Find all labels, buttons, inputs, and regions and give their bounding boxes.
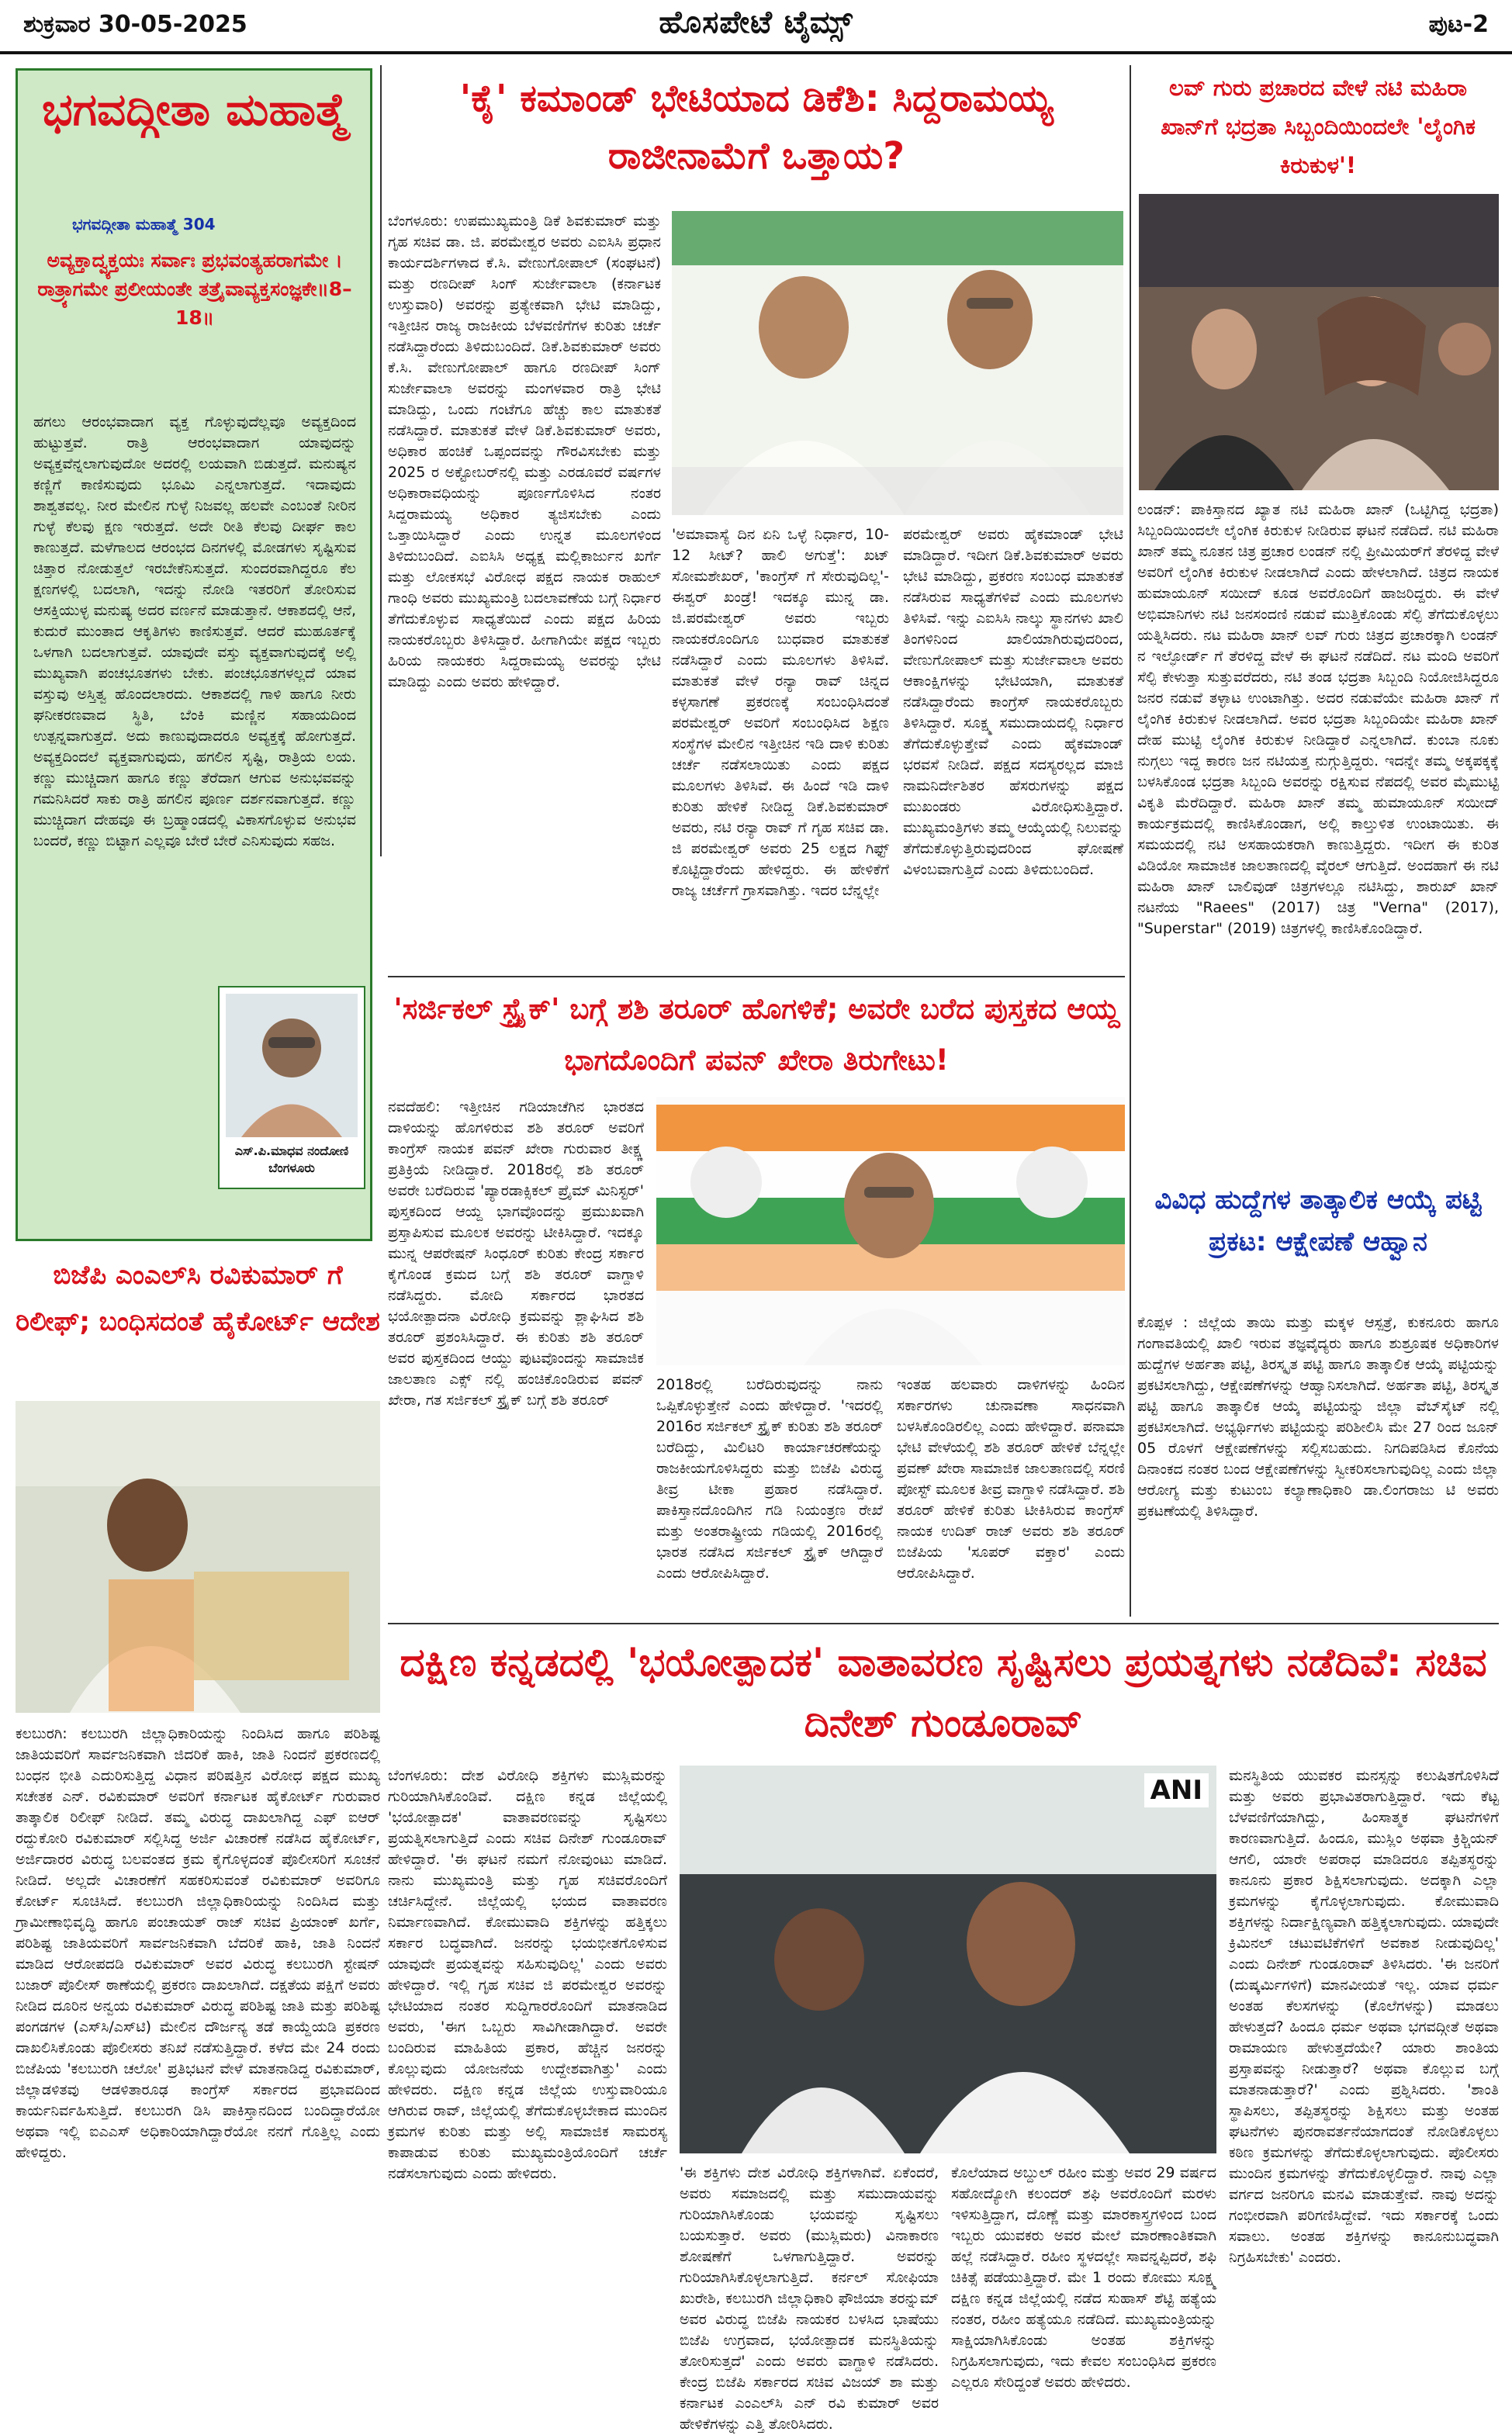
person-portrait-icon [226, 994, 358, 1137]
mahira-body: ಲಂಡನ್: ಪಾಕಿಸ್ತಾನದ ಖ್ಯಾತ ನಟಿ ಮಹಿರಾ ಖಾನ್ (ಒಟ್ಟಿಗಿದ್ದ ಭದ್ರತಾ) ಸಿಬ್ಬಂದಿಯಿಂದಲೇ ಲೈಂಗಿಕ ಕಿರುಕುಳ ನೀಡಿರುವ ಘಟನೆ ನಡೆದಿದೆ. ನಟಿ ಮಹಿರಾ ಖಾನ್ ತಮ್ಮ ನೂತನ ಚಿತ್ರ ಪ್ರಚಾರ ಲಂಡನ್ ನಲ್ಲಿ ಪ್ರೀಮಿಯರ್‌ಗೆ ತೆರಳಿದ್ದ ವೇಳೆ ಅವರಿಗೆ ಲೈಂಗಿಕ ಕಿರುಕುಳ ನೀಡಲಾಗಿದೆ ಎಂದು ಹೇಳಲಾಗಿದೆ. ಚಿತ್ರದ ನಾಯಕ ಹುಮಾಯೂನ್ ಸಯೀದ್ ಕೂಡ ಅವರೊಂದಿಗೆ ಹಾಜರಿದ್ದರು. ಈ ವೇಳೆ ಅಭಿಮಾನಿಗಳು ನಟಿ ಜನಸಂದಣಿ ನಡುವೆ ಮುತ್ತಿಕೊಂಡು ಸೆಲ್ಫಿ ತೆಗೆದುಕೊಳ್ಳಲು ಯತ್ನಿಸಿದರು. ನಟ ಮಹಿರಾ ಖಾನ್ ಲವ್ ಗುರು ಚಿತ್ರದ ಪ್ರಚಾರಕ್ಕಾಗಿ ಲಂಡನ್ ನ ಇಲ್ಫೋರ್ಡ್ ಗೆ ತೆರಳಿದ್ದ ವೇಳೆ ಈ ಘಟನೆ ನಡೆದಿದೆ. ನಟ ಮಂದಿ ಅವರಿಗೆ ಸೆಲ್ಫಿ ಕೇಳುತ್ತಾ ಸುತ್ತುವರೆದರು, ನಟಿ ತಂಡ ಭದ್ರತಾ ಸಿಬ್ಬಂದಿ ನಿಯೋಜಿಸಿದ್ದರೂ ಜನರ ನಡುವೆ ತಳ್ಳಾಟ ಉಂಟಾಗಿತ್ತು. ಅದರ ನಡುವೆಯೇ ಮಹಿರಾ ಖಾನ್ ಗೆ ಲೈಂಗಿಕ ಕಿರುಕುಳ ನೀಡಲಾಗಿದೆ. ಅವರ ಭದ್ರತಾ ಸಿಬ್ಬಂದಿಯೇ ಮಹಿರಾ ಖಾನ್ ದೇಹ ಮುಟ್ಟಿ ಲೈಂಗಿಕ ಕಿರುಕುಳ ನೀಡಿದ್ದಾರೆ ಎನ್ನಲಾಗಿದೆ. ಕುಂಬಾ ನೂಕು ನುಗ್ಗಲು ಇದ್ದ ಕಾರಣ ಜನ ನಟಿಯತ್ತ ನುಗ್ಗುತ್ತಿದ್ದರು. ಇದನ್ನೇ ತಮ್ಮ ಅಕ್ಕಪಕ್ಕಕ್ಕೆ ಬಳಸಿಕೊಂಡ ಭದ್ರತಾ ಸಿಬ್ಬಂದಿ ಅವರನ್ನು ರಕ್ಷಿಸುವ ನೆಪದಲ್ಲಿ ಅವರ ಮೈಮುಟ್ಟಿ ವಿಕೃತಿ ಮೆರೆದಿದ್ದಾರೆ. ಮಹಿರಾ ಖಾನ್ ತಮ್ಮ ಹುಮಾಯೂನ್ ಸಯೀದ್ ಕಾರ್ಯಕ್ರಮದಲ್ಲಿ ಕಾಣಿಸಿಕೊಂಡಾಗ, ಅಲ್ಲಿ ಕಾಲ್ತುಳಿತ ಉಂಟಾಯಿತು. ಈ ಸಮಯದಲ್ಲಿ ನಟಿ ಅಸಹಾಯಕರಾಗಿ ಕಾಣುತ್ತಿದ್ದರು. ಇದೀಗ ಈ ಕುರಿತ ವಿಡಿಯೋ ಸಾಮಾಜಿಕ ಜಾಲತಾಣದಲ್ಲಿ ವೈರಲ್ ಆಗುತ್ತಿದೆ. ಅಂದಹಾಗೆ ಈ ನಟಿ ಮಹಿರಾ ಖಾನ್ ಬಾಲಿವುಡ್ ಚಿತ್ರಗಳಲ್ಲೂ ನಟಿಸಿದ್ದು, ಶಾರುಖ್ ಖಾನ್ ನಟನೆಯ "Raees" (2017) ಚಿತ್ರ "Verna" (2017), "Superstar" (2019) ಚಿತ್ರಗಳಲ್ಲಿ ಕಾಣಿಸಿಕೊಂಡಿದ್ದಾರೆ. [1137, 501, 1499, 937]
pawan-khera-congress-backdrop-photo-icon [656, 1097, 1125, 1365]
dinesh-col1: ಬೆಂಗಳೂರು: ದೇಶ ವಿರೋಧಿ ಶಕ್ತಿಗಳು ಮುಸ್ಲಿಮರನ್ನು ಗುರಿಯಾಗಿಸಿಕೊಂಡಿವೆ. ದಕ್ಷಿಣ ಕನ್ನಡ ಜಿಲ್ಲೆಯಲ್ಲಿ 'ಭಯೋತ್ಪಾದಕ' ವಾತಾವರಣವನ್ನು ಸೃಷ್ಟಿಸಲು ಪ್ರಯತ್ನಿಸಲಾಗುತ್ತಿದೆ ಎಂದು ಸಚಿವ ದಿನೇಶ್ ಗುಂಡೂರಾವ್ ಹೇಳಿದ್ದಾರೆ. 'ಈ ಘಟನೆ ನಮಗೆ ನೋವುಂಟು ಮಾಡಿದೆ. ನಾನು ಮುಖ್ಯಮಂತ್ರಿ ಮತ್ತು ಗೃಹ ಸಚಿವರೊಂದಿಗೆ ಚರ್ಚಿಸಿದ್ದೇನೆ. ಜಿಲ್ಲೆಯಲ್ಲಿ ಭಯದ ವಾತಾವರಣ ನಿರ್ಮಾಣವಾಗಿದೆ. ಕೋಮುವಾದಿ ಶಕ್ತಿಗಳನ್ನು ಹತ್ತಿಕ್ಕಲು ಸರ್ಕಾರ ಬದ್ಧವಾಗಿದೆ. ಜನರನ್ನು ಭಯಭೀತಗೊಳಿಸುವ ಯಾವುದೇ ಪ್ರಯತ್ನವನ್ನು ಸಹಿಸುವುದಿಲ್ಲ' ಎಂದು ಅವರು ಹೇಳಿದ್ದಾರೆ. ಇಲ್ಲಿ ಗೃಹ ಸಚಿವ ಜಿ ಪರಮೇಶ್ವರ ಅವರನ್ನು ಭೇಟಿಯಾದ ನಂತರ ಸುದ್ದಿಗಾರರೊಂದಿಗೆ ಮಾತನಾಡಿದ ಅವರು, 'ಈಗ ಒಬ್ಬರು ಸಾವಿಗೀಡಾಗಿದ್ದಾರೆ. ಅವರೇ ಬಂದಿರುವ ಮಾಹಿತಿಯ ಪ್ರಕಾರ, ಹೆಚ್ಚಿನ ಜನರನ್ನು ಕೊಲ್ಲುವುದು ಯೋಜನೆಯ ಉದ್ದೇಶವಾಗಿತ್ತು' ಎಂದು ಹೇಳಿದರು. ದಕ್ಷಿಣ ಕನ್ನಡ ಜಿಲ್ಲೆಯ ಉಸ್ತುವಾರಿಯೂ ಆಗಿರುವ ರಾವ್, ಜಿಲ್ಲೆಯಲ್ಲಿ ತೆಗೆದುಕೊಳ್ಳಬೇಕಾದ ಮುಂದಿನ ಕ್ರಮಗಳ ಕುರಿತು ಮತ್ತು ಅಲ್ಲಿ ಸಾಮಾಜಿಕ ಸಾಮರಸ್ಯ ಕಾಪಾಡುವ ಕುರಿತು ಮುಖ್ಯಮಂತ್ರಿಯೊಂದಿಗೆ ಚರ್ಚೆ ನಡೆಸಲಾಗುವುದು ಎಂದು ಹೇಳಿದರು. [388, 1767, 667, 2182]
dks-story [388, 65, 1125, 973]
dks-col2: 'ಅಮಾವಾಸ್ಯೆ ದಿನ ಏನಿ ಒಳ್ಳೆ ನಿರ್ಧಾರ, 10-12 ಸೀಟ್? ಹಾಲಿ ಅಗುತ್ತೆ': ಖಟ್ ಸೋಮಶೇಖರ್, 'ಕಾಂಗ್ರೆಸ್ ಗೆ ಸೇರುವುದಿಲ್ಲ'- ಈಶ್ವರ್ ಖಂಡ್ರೆ! ಇದಕ್ಕೂ ಮುನ್ನ ಡಾ. ಜಿ.ಪರಮೇಶ್ವರ್ ಅವರು ಇಬ್ಬರು ನಾಯಕರೊಂದಿಗೂ ಬುಧವಾರ ಮಾತುಕತೆ ನಡೆಸಿದ್ದಾರೆ ಎಂದು ಮೂಲಗಳು ತಿಳಿಸಿವೆ. ಮಾತುಕತೆ ವೇಳೆ ರನ್ಯಾ ರಾವ್ ಚಿನ್ನದ ಕಳ್ಳಸಾಗಣೆ ಪ್ರಕರಣಕ್ಕೆ ಸಂಬಂಧಿಸಿದಂತೆ ಪರಮೇಶ್ವರ್ ಅವರಿಗೆ ಸಂಬಂಧಿಸಿದ ಶಿಕ್ಷಣ ಸಂಸ್ಥೆಗಳ ಮೇಲಿನ ಇತ್ತೀಚಿನ ಇಡಿ ದಾಳಿ ಕುರಿತು ಚರ್ಚೆ ನಡೆಸಲಾಯಿತು ಎಂದು ಪಕ್ಷದ ಮೂಲಗಳು ತಿಳಿಸಿವೆ. ಈ ಹಿಂದೆ ಇಡಿ ದಾಳಿ ಕುರಿತು ಹೇಳಿಕೆ ನೀಡಿದ್ದ ಡಿಕೆ.ಶಿವಕುಮಾರ್ ಅವರು, ನಟಿ ರನ್ಯಾ ರಾವ್ ಗೆ ಗೃಹ ಸಚಿವ ಡಾ. ಜಿ ಪರಮೇಶ್ವರ್ ಅವರು 25 ಲಕ್ಷದ ಗಿಫ್ಟ್ ಕೊಟ್ಟಿದ್ದಾರೆಂದು ಹೇಳಿದ್ದರು. ಈ ಹೇಳಿಕೆಗೆ ರಾಜ್ಯ ಚರ್ಚೆಗೆ ಗ್ರಾಸವಾಗಿತ್ತು. ಇದರ ಬೆನ್ನಲ್ಲೇ [672, 526, 889, 899]
dinesh-story [388, 1629, 1499, 2433]
gita-shloka: ಅವ್ಯಕ್ತಾದ್ವ್ಯಕ್ತಯಃ ಸರ್ವಾಃ ಪ್ರಭವಂತ್ಯಹರಾಗಮೇ । ರಾತ್ರ್ಯಾಗಮೇ ಪ್ರಲೀಯಂತೇ ತತ್ರೈವಾವ್ಯಕ್ತಸಂಜ್ಞಕೇ॥8–18॥ [37, 249, 352, 329]
dks-col1: ಬೆಂಗಳೂರು: ಉಪಮುಖ್ಯಮಂತ್ರಿ ಡಿಕೆ ಶಿವಕುಮಾರ್ ಮತ್ತು ಗೃಹ ಸಚಿವ ಡಾ. ಜಿ. ಪರಮೇಶ್ವರ ಅವರು ಎಐಸಿಸಿ ಪ್ರಧಾನ ಕಾರ್ಯದರ್ಶಿಗಳಾದ ಕೆ.ಸಿ. ವೇಣುಗೋಪಾಲ್ (ಸಂಘಟನೆ) ಮತ್ತು ರಣದೀಪ್ ಸಿಂಗ್ ಸುರ್ಜೇವಾಲಾ (ಕರ್ನಾಟಕ ಉಸ್ತುವಾರಿ) ಅವರನ್ನು ಪ್ರತ್ಯೇಕವಾಗಿ ಭೇಟಿ ಮಾಡಿದ್ದು, ಇತ್ತೀಚಿನ ರಾಜ್ಯ ರಾಜಕೀಯ ಬೆಳವಣಿಗೆಗಳ ಕುರಿತು ಚರ್ಚೆ ನಡೆಸಿದ್ದಾರೆಂದು ತಿಳಿದುಬಂದಿದೆ. ಡಿಕೆ.ಶಿವಕುಮಾರ್ ಅವರು ಕೆ.ಸಿ. ವೇಣುಗೋಪಾಲ್ ಹಾಗೂ ರಣದೀಪ್ ಸಿಂಗ್ ಸುರ್ಜೇವಾಲಾ ಅವರನ್ನು ಮಂಗಳವಾರ ರಾತ್ರಿ ಭೇಟಿ ಮಾಡಿದ್ದು, ಒಂದು ಗಂಟೆಗೂ ಹೆಚ್ಚು ಕಾಲ ಮಾತುಕತೆ ನಡೆಸಿದ್ದಾರೆ. ಮಾತುಕತೆ ವೇಳೆ ಡಿಕೆ.ಶಿವಕುಮಾರ್ ಅವರು, ಅಧಿಕಾರ ಹಂಚಿಕೆ ಒಪ್ಪಂದವನ್ನು ಗೌರವಿಸಬೇಕು ಮತ್ತು 2025 ರ ಅಕ್ಟೋಬರ್‌ನಲ್ಲಿ ಮತ್ತು ಎರಡೂವರೆ ವರ್ಷಗಳ ಅಧಿಕಾರಾವಧಿಯನ್ನು ಪೂರ್ಣಗೊಳಿಸಿದ ನಂತರ ಸಿದ್ದರಾಮಯ್ಯ ಅಧಿಕಾರ ತ್ಯಜಿಸಬೇಕು ಎಂದು ಒತ್ತಾಯಿಸಿದ್ದಾರೆ ಎಂದು ಉನ್ನತ ಮೂಲಗಳಿಂದ ತಿಳಿದುಬಂದಿದೆ. ಎಐಸಿಸಿ ಅಧ್ಯಕ್ಷ ಮಲ್ಲಿಕಾರ್ಜುನ ಖರ್ಗೆ ಮತ್ತು ಲೋಕಸಭೆ ವಿರೋಧ ಪಕ್ಷದ ನಾಯಕ ರಾಹುಲ್ ಗಾಂಧಿ ಅವರು ಮುಖ್ಯಮಂತ್ರಿ ಬದಲಾವಣೆಯ ಬಗ್ಗೆ ನಿರ್ಧಾರ ತೆಗೆದುಕೊಳ್ಳುವ ಸಾಧ್ಯತೆಯಿದೆ ಎಂದು ಪಕ್ಷದ ಹಿರಿಯ ನಾಯಕರೊಬ್ಬರು ತಿಳಿಸಿದ್ದಾರೆ. ಹೀಗಾಗಿಯೇ ಪಕ್ಷದ ಇಬ್ಬರು ಹಿರಿಯ ನಾಯಕರು ಸಿದ್ದರಾಮಯ್ಯ ಅವರನ್ನು ಭೇಟಿ ಮಾಡಿದ್ದು ಎಂದು ಅವರು ಹೇಳಿದ್ದಾರೆ. [388, 213, 661, 690]
ravikumar-story [16, 1249, 380, 2389]
column-divider [1130, 65, 1131, 1617]
jobs-body: ಕೊಪ್ಪಳ : ಜಿಲ್ಲೆಯ ತಾಯಿ ಮತ್ತು ಮಕ್ಕಳ ಆಸ್ಪತ್ರೆ, ಕುಕನೂರು ಹಾಗೂ ಗಂಗಾವತಿಯಲ್ಲಿ ಖಾಲಿ ಇರುವ ತಜ್ಞವೈದ್ಯರು ಹಾಗೂ ಶುಶ್ರೂಷಕ ಅಧಿಕಾರಿಗಳ ಹುದ್ದೆಗಳ ಅರ್ಹತಾ ಪಟ್ಟಿ, ತಿರಸ್ಕೃತ ಪಟ್ಟಿ ಹಾಗೂ ತಾತ್ಕಾಲಿಕ ಆಯ್ಕೆ ಪಟ್ಟಿಯನ್ನು ಪ್ರಕಟಿಸಲಾಗಿದ್ದು, ಆಕ್ಷೇಪಣೆಗಳನ್ನು ಆಹ್ವಾನಿಸಲಾಗಿದೆ. ಅರ್ಹತಾ ಪಟ್ಟಿ, ತಿರಸ್ಕೃತ ಪಟ್ಟಿ ಹಾಗೂ ತಾತ್ಕಾಲಿಕ ಆಯ್ಕೆ ಪಟ್ಟಿಯನ್ನು ಜಿಲ್ಲಾ ವೆಬ್‌ಸೈಟ್ ನಲ್ಲಿ ಪ್ರಕಟಿಸಲಾಗಿದೆ. ಅಭ್ಯರ್ಥಿಗಳು ಪಟ್ಟಿಯನ್ನು ಪರಿಶೀಲಿಸಿ ಮೇ 27 ರಿಂದ ಜೂನ್ 05 ರೊಳಗೆ ಆಕ್ಷೇಪಣೆಗಳನ್ನು ಸಲ್ಲಿಸಬಹುದು. ನಿಗದಿಪಡಿಸಿದ ಕೊನೆಯ ದಿನಾಂಕದ ನಂತರ ಬಂದ ಆಕ್ಷೇಪಣೆಗಳನ್ನು ಸ್ವೀಕರಿಸಲಾಗುವುದಿಲ್ಲ ಎಂದು ಜಿಲ್ಲಾ ಆರೋಗ್ಯ ಮತ್ತು ಕುಟುಂಬ ಕಲ್ಯಾಣಾಧಿಕಾರಿ ಡಾ.ಲಿಂಗರಾಜು ಟಿ ಅವರು ಪ್ರಕಟಣೆಯಲ್ಲಿ ತಿಳಿಸಿದ್ದಾರೆ. [1137, 1314, 1499, 1520]
dinesh-photo [680, 1766, 1216, 2153]
issue-date: ಶುಕ್ರವಾರ 30-05-2025 [23, 11, 247, 38]
author-photo-box [218, 986, 365, 1189]
dinesh-gundurao-car-photo-icon [680, 1766, 1216, 2153]
section-divider [388, 1623, 1499, 1624]
jobs-headline: ವಿವಿಧ ಹುದ್ದೆಗಳ ತಾತ್ಕಾಲಿಕ ಆಯ್ಕೆ ಪಟ್ಟಿ ಪ್ರಕಟ: ಆಕ್ಷೇಪಣೆ ಆಹ್ವಾನ [1154, 1185, 1482, 1257]
dinesh-headline: ದಕ್ಷಿಣ ಕನ್ನಡದಲ್ಲಿ 'ಭಯೋತ್ಪಾದಕ' ವಾತಾವರಣ ಸೃಷ್ಟಿಸಲು ಪ್ರಯತ್ನಗಳು ನಡೆದಿವೆ: ಸಚಿವ ದಿನೇಶ್ ಗುಂಡೂರಾವ್ [400, 1640, 1487, 1745]
gita-body-tail [33, 1056, 212, 1234]
tharoor-col3: ಇಂತಹ ಹಲವಾರು ದಾಳಿಗಳನ್ನು ಹಿಂದಿನ ಸರ್ಕಾರಗಳು ಚುನಾವಣಾ ಸಾಧನವಾಗಿ ಬಳಸಿಕೊಂಡಿರಲಿಲ್ಲ ಎಂದು ಹೇಳಿದ್ದಾರೆ. ಪನಾಮಾ ಭೇಟಿ ವೇಳೆಯಲ್ಲಿ ಶಶಿ ತರೂರ್ ಹೇಳಿಕೆ ಬೆನ್ನಲ್ಲೇ ಪ್ರವಣ್ ಖೇರಾ ಸಾಮಾಜಿಕ ಜಾಲತಾಣದಲ್ಲಿ ಸರಣಿ ಪೋಸ್ಟ್ ಮೂಲಕ ತೀವ್ರ ವಾಗ್ದಾಳಿ ನಡೆಸಿದ್ದಾರೆ. ಶಶಿ ತರೂರ್ ಹೇಳಿಕೆ ಕುರಿತು ಟೀಕಿಸಿರುವ ಕಾಂಗ್ರೆಸ್ ನಾಯಕ ಉದಿತ್ ರಾಜ್ ಅವರು ಶಶಿ ತರೂರ್ ಬಿಜೆಪಿಯ 'ಸೂಪರ್ ವಕ್ತಾರ' ಎಂದು ಆರೋಪಿಸಿದ್ದಾರೆ. [897, 1376, 1126, 1582]
ravikumar-headline: ಬಿಜೆಪಿ ಎಂಎಲ್‌ಸಿ ರವಿಕುಮಾರ್ ಗೆ ರಿಲೀಫ್; ಬಂಧಿಸದಂತೆ ಹೈಕೋರ್ಟ್ ಆದೇಶ [16, 1260, 380, 1337]
dinesh-col2: 'ಈ ಶಕ್ತಿಗಳು ದೇಶ ವಿರೋಧಿ ಶಕ್ತಿಗಳಾಗಿವೆ. ಏಕೆಂದರೆ, ಅವರು ಸಮಾಜದಲ್ಲಿ ಮತ್ತು ಸಮುದಾಯವನ್ನು ಗುರಿಯಾಗಿಸಿಕೊಂಡು ಭಯವನ್ನು ಸೃಷ್ಟಿಸಲು ಬಯಸುತ್ತಾರೆ. ಅವರು (ಮುಸ್ಲಿಮರು) ವಿನಾಕಾರಣ ಶೋಷಣೆಗೆ ಒಳಗಾಗುತ್ತಿದ್ದಾರೆ. ಅವರನ್ನು ಗುರಿಯಾಗಿಸಿಕೊಳ್ಳಲಾಗುತ್ತಿದೆ. ಕರ್ನಲ್ ಸೋಫಿಯಾ ಖುರೇಶಿ, ಕಲಬುರಗಿ ಜಿಲ್ಲಾಧಿಕಾರಿ ಫೌಜಿಯಾ ತರನ್ನುಮ್ ಅವರ ವಿರುದ್ಧ ಬಿಜೆಪಿ ನಾಯಕರ ಬಳಸಿದ ಭಾಷೆಯು ಬಿಜೆಪಿ ಉಗ್ರವಾದ, ಭಯೋತ್ಪಾದಕ ಮನಸ್ಥಿತಿಯನ್ನು ತೋರಿಸುತ್ತದೆ' ಎಂದು ಅವರು ವಾಗ್ದಾಳಿ ನಡೆಸಿದರು. ಕೇಂದ್ರ ಬಿಜೆಪಿ ಸರ್ಕಾರದ ಸಚಿವ ವಿಜಯ್ ಶಾ ಮತ್ತು ಕರ್ನಾಟಕ ಎಂಎಲ್‌ಸಿ ಎನ್ ರವಿ ಕುಮಾರ್ ಅವರ ಹೇಳಿಕೆಗಳನ್ನು ಎತ್ತಿ ತೋರಿಸಿದರು. [680, 2164, 939, 2433]
mahira-photo [1139, 194, 1499, 490]
column-divider [380, 65, 382, 856]
dks-headline: 'ಕೈ' ಕಮಾಂಡ್ ಭೇಟಿಯಾದ ಡಿಕೆಶಿ: ಸಿದ್ದರಾಮಯ್ಯ ರಾಜೀನಾಮೆಗೆ ಒತ್ತಾಯ? [459, 77, 1054, 178]
page-number: ಪುಟ-2 [1428, 11, 1489, 38]
masthead [0, 0, 1512, 54]
siddaramaiah-dks-photo-icon [672, 211, 1123, 515]
author-name: ಎಸ್.ಪಿ.ಮಾಧವ ನಂದೋಣಿ ಬೆಂಗಳೂರು [234, 1143, 349, 1175]
gita-column [16, 68, 372, 1241]
ravikumar-photo [16, 1401, 380, 1713]
gita-title: ಭಗವದ್ಗೀತಾ ಮಹಾತ್ಮೆ [42, 83, 348, 136]
ravikumar-body: ಕಲಬುರಗಿ: ಕಲಬುರಗಿ ಜಿಲ್ಲಾಧಿಕಾರಿಯನ್ನು ನಿಂದಿಸಿದ ಹಾಗೂ ಪರಿಶಿಷ್ಟ ಜಾತಿಯವರಿಗೆ ಸಾರ್ವಜನಿಕವಾಗಿ ಜಿದರಿಕೆ ಹಾಕಿ, ಜಾತಿ ನಿಂದನೆ ಪ್ರಕರಣದಲ್ಲಿ ಬಂಧನ ಭೀತಿ ಎದುರಿಸುತ್ತಿದ್ದ ವಿಧಾನ ಪರಿಷತ್ತಿನ ವಿರೋಧ ಪಕ್ಷದ ಮುಖ್ಯ ಸಚೇತಕ ಎನ್. ರವಿಕುಮಾರ್ ಅವರಿಗೆ ಕರ್ನಾಟಕ ಹೈಕೋರ್ಟ್ ಗುರುವಾರ ತಾತ್ಕಾಲಿಕ ರಿಲೀಫ್ ನೀಡಿದೆ. ತಮ್ಮ ವಿರುದ್ಧ ದಾಖಲಾಗಿದ್ದ ಎಫ್ ಐಆರ್ ರದ್ದುಕೋರಿ ರವಿಕುಮಾರ್ ಸಲ್ಲಿಸಿದ್ದ ಅರ್ಜಿ ವಿಚಾರಣೆ ನಡೆಸಿದ ಹೈಕೋರ್ಟ್, ಅರ್ಜಿದಾರರ ವಿರುದ್ಧ ಬಲವಂತದ ಕ್ರಮ ಕೈಗೊಳ್ಳದಂತೆ ಪೊಲೀಸರಿಗೆ ಸೂಚನೆ ನೀಡಿದೆ. ಅಲ್ಲದೇ ವಿಚಾರಣೆಗೆ ಸಹಕರಿಸುವಂತೆ ರವಿಕುಮಾರ್ ಅವರಿಗೂ ಕೋರ್ಟ್ ಸೂಚಿಸಿದೆ. ಕಲಬುರಗಿ ಜಿಲ್ಲಾಧಿಕಾರಿಯನ್ನು ನಿಂದಿಸಿದ ಮತ್ತು ಗ್ರಾಮೀಣಾಭಿವೃದ್ಧಿ ಹಾಗೂ ಪಂಚಾಯತ್ ರಾಜ್ ಸಚಿವ ಪ್ರಿಯಾಂಕ್ ಖರ್ಗೆ, ಪರಿಶಿಷ್ಟ ಜಾತಿಯವರಿಗೆ ಸಾರ್ವಜನಿಕವಾಗಿ ಬೆದರಿಕೆ ಹಾಕಿ, ಜಾತಿ ನಿಂದನೆ ಮಾಡಿದ ಆರೋಪದಡಿ ರವಿಕುಮಾರ್ ಅವರ ವಿರುದ್ಧ ಕಲಬುರಗಿ ಸ್ಟೇಷನ್ ಬಜಾರ್ ಪೊಲೀಸ್ ಠಾಣೆಯಲ್ಲಿ ಪ್ರಕರಣ ದಾಖಲಾಗಿದೆ. ದಕ್ಷತೆಯ ಪಕ್ಷಿಗೆ ಅವರು ನೀಡಿದ ದೂರಿನ ಅನ್ವಯ ರವಿಕುಮಾರ್ ವಿರುದ್ಧ ಪರಿಶಿಷ್ಟ ಜಾತಿ ಮತ್ತು ಪರಿಶಿಷ್ಟ ಪಂಗಡಗಳ (ಎಸ್‌ಸಿ/ಎಸ್‌ಟಿ) ಮೇಲಿನ ದೌರ್ಜನ್ಯ ತಡೆ ಕಾಯ್ದೆಯಡಿ ಪ್ರಕರಣ ದಾಖಲಿಸಿಕೊಂಡು ಪೊಲೀಸರು ತನಿಖೆ ನಡೆಸುತ್ತಿದ್ದಾರೆ. ಕಳೆದ ಮೇ 24 ರಂದು ಬಿಜೆಪಿಯ 'ಕಲಬುರಗಿ ಚಲೋ' ಪ್ರತಿಭಟನೆ ವೇಳೆ ಮಾತನಾಡಿದ್ದ ರವಿಕುಮಾರ್, ಜಿಲ್ಲಾಡಳಿತವು ಆಡಳಿತಾರೂಢ ಕಾಂಗ್ರೆಸ್ ಸರ್ಕಾರದ ಪ್ರಭಾವದಿಂದ ಕಾರ್ಯನಿರ್ವಹಿಸುತ್ತಿದೆ. ಕಲಬುರಗಿ ಡಿಸಿ ಪಾಕಿಸ್ತಾನದಿಂದ ಬಂದಿದ್ದಾರೆಯೋ ಅಥವಾ ಇಲ್ಲಿ ಐಎಎಸ್ ಅಧಿಕಾರಿಯಾಗಿದ್ದಾರೆಯೋ ನನಗೆ ಗೊತ್ತಿಲ್ಲ ಎಂದು ಹೇಳಿದ್ದರು. [16, 1725, 380, 2161]
gita-series: ಭಗವದ್ಗೀತಾ ಮಹಾತ್ಮೆ 304 [72, 215, 216, 233]
newspaper-title: ಹೊಸಪೇಟೆ ಟೈಮ್ಸ್ [659, 5, 853, 40]
jobs-story [1137, 1179, 1499, 1621]
section-divider [388, 976, 1125, 977]
mahira-story [1137, 65, 1499, 1167]
dks-photo [672, 211, 1123, 515]
tharoor-col1: ನವದೆಹಲಿ: ಇತ್ತೀಚಿನ ಗಡಿಯಾಚೆಗಿನ ಭಾರತದ ದಾಳಿಯನ್ನು ಹೊಗಳಿರುವ ಶಶಿ ತರೂರ್ ಅವರಿಗೆ ಕಾಂಗ್ರೆಸ್ ನಾಯಕ ಪವನ್ ಖೇರಾ ಗುರುವಾರ ತೀಕ್ಷ್ಣ ಪ್ರತಿಕ್ರಿಯೆ ನೀಡಿದ್ದಾರೆ. 2018ರಲ್ಲಿ ಶಶಿ ತರೂರ್ ಅವರೇ ಬರೆದಿರುವ 'ಪ್ಯಾರಡಾಕ್ಸಿಕಲ್ ಪ್ರೈಮ್ ಮಿನಿಸ್ಟರ್' ಪುಸ್ತಕದಿಂದ ಆಯ್ದ ಭಾಗವೊಂದನ್ನು ಪ್ರಮುಖವಾಗಿ ಪ್ರಸ್ತಾಪಿಸುವ ಮೂಲಕ ಅವರನ್ನು ಟೀಕಿಸಿದ್ದಾರೆ. ಇದಕ್ಕೂ ಮುನ್ನ ಆಪರೇಷನ್ ಸಿಂಧೂರ್ ಕುರಿತು ಕೇಂದ್ರ ಸರ್ಕಾರ ಕೈಗೊಂಡ ಕ್ರಮದ ಬಗ್ಗೆ ಶಶಿ ತರೂರ್ ವಾಗ್ದಾಳಿ ನಡೆಸಿದ್ದರು. ಮೋದಿ ಸರ್ಕಾರದ ಭಾರತದ ಭಯೋತ್ಪಾದನಾ ವಿರೋಧಿ ಕ್ರಮವನ್ನು ಶ್ಲಾಘಿಸಿದ ಶಶಿ ತರೂರ್ ಪ್ರಶಂಸಿಸಿದ್ದಾರೆ. ಈ ಕುರಿತು ಶಶಿ ತರೂರ್ ಅವರ ಪುಸ್ತಕದಿಂದ ಆಯ್ದು ಪುಟವೊಂದನ್ನು ಸಾಮಾಜಿಕ ಜಾಲತಾಣ ಎಕ್ಸ್ ನಲ್ಲಿ ಹಂಚಿಕೊಂಡಿರುವ ಪವನ್ ಖೇರಾ, ಗತ ಸರ್ಜಿಕಲ್ ಸ್ಟ್ರೈಕ್ ಬಗ್ಗೆ ಶಶಿ ತರೂರ್ [388, 1098, 644, 1409]
tharoor-headline: 'ಸರ್ಜಿಕಲ್ ಸ್ಟ್ರೈಕ್' ಬಗ್ಗೆ ಶಶಿ ತರೂರ್ ಹೊಗಳಿಕೆ; ಅವರೇ ಬರೆದ ಪುಸ್ತಕದ ಆಯ್ದ ಭಾಗದೊಂದಿಗೆ ಪವನ್ ಖೇರಾ ತಿರುಗೇಟು! [393, 992, 1119, 1077]
mahira-headline: ಲವ್ ಗುರು ಪ್ರಚಾರದ ವೇಳೆ ನಟಿ ಮಹಿರಾ ಖಾನ್‌ಗೆ ಭದ್ರತಾ ಸಿಬ್ಬಂದಿಯಿಂದಲೇ 'ಲೈಂಗಿಕ ಕಿರುಕುಳ'! [1161, 74, 1476, 178]
tharoor-photo [656, 1097, 1125, 1365]
dinesh-col4: ಮನಸ್ಥಿತಿಯ ಯುವಕರ ಮನಸ್ಸನ್ನು ಕಲುಷಿತಗೊಳಿಸಿದೆ ಮತ್ತು ಅವರು ಪ್ರಭಾವಿತರಾಗುತ್ತಿದ್ದಾರೆ. ಇದು ಕೆಟ್ಟ ಬೆಳವಣಿಗೆಯಾಗಿದ್ದು, ಹಿಂಸಾತ್ಮಕ ಘಟನೆಗಳಿಗೆ ಕಾರಣವಾಗುತ್ತಿದೆ. ಹಿಂದೂ, ಮುಸ್ಲಿಂ ಅಥವಾ ಕ್ರಿಶ್ಚಿಯನ್ ಆಗಲಿ, ಯಾರೇ ಅಪರಾಧ ಮಾಡಿದರೂ ತಪ್ಪಿತಸ್ಥರನ್ನು ಕಾನೂನು ಪ್ರಕಾರ ಶಿಕ್ಷಿಸಲಾಗುವುದು. ಅದಕ್ಕಾಗಿ ಎಲ್ಲಾ ಕ್ರಮಗಳನ್ನು ಕೈಗೊಳ್ಳಲಾಗುವುದು. ಕೋಮುವಾದಿ ಶಕ್ತಿಗಳನ್ನು ನಿರ್ದಾಕ್ಷಿಣ್ಯವಾಗಿ ಹತ್ತಿಕ್ಕಲಾಗುವುದು. ಯಾವುದೇ ಕ್ರಿಮಿನಲ್ ಚಟುವಟಿಕೆಗಳಿಗೆ ಅವಕಾಶ ನೀಡುವುದಿಲ್ಲ' ಎಂದು ದಿನೇಶ್ ಗುಂಡೂರಾವ್ ತಿಳಿಸಿದರು. 'ಈ ಜನರಿಗೆ (ದುಷ್ಕರ್ಮಿಗಳಿಗೆ) ಮಾನವೀಯತೆ ಇಲ್ಲ. ಯಾವ ಧರ್ಮ ಅಂತಹ ಕೆಲಸಗಳನ್ನು (ಕೊಲೆಗಳನ್ನು) ಮಾಡಲು ಹೇಳುತ್ತದೆ? ಹಿಂದೂ ಧರ್ಮ ಅಥವಾ ಭಗವದ್ಗೀತೆ ಅಥವಾ ರಾಮಾಯಣ ಹೇಳುತ್ತದೆಯೇ? ಯಾರು ಶಾಂತಿಯ ಪ್ರಸ್ತಾಪವನ್ನು ನೀಡುತ್ತಾರೆ? ಅಥವಾ ಕೊಲ್ಲುವ ಬಗ್ಗೆ ಮಾತನಾಡುತ್ತಾರೆ?' ಎಂದು ಪ್ರಶ್ನಿಸಿದರು. 'ಶಾಂತಿ ಸ್ಥಾಪಿಸಲು, ತಪ್ಪಿತಸ್ಥರನ್ನು ಶಿಕ್ಷಿಸಲು ಮತ್ತು ಅಂತಹ ಘಟನೆಗಳು ಪುನರಾವರ್ತನೆಯಾಗದಂತೆ ನೋಡಿಕೊಳ್ಳಲು ಕಠಿಣ ಕ್ರಮಗಳನ್ನು ತೆಗೆದುಕೊಳ್ಳಲಾಗುವುದು. ಪೊಲೀಸರು ಮುಂದಿನ ಕ್ರಮಗಳನ್ನು ತೆಗೆದುಕೊಳ್ಳಲಿದ್ದಾರೆ. ನಾವು ಎಲ್ಲಾ ವರ್ಗದ ಜನರಿಗೂ ಮನವಿ ಮಾಡುತ್ತೇವೆ. ನಾವು ಅದನ್ನು ಗಂಭೀರವಾಗಿ ಪರಿಗಣಿಸಿದ್ದೇವೆ. ಇದು ಸರ್ಕಾರಕ್ಕೆ ಒಂದು ಸವಾಲು. ಅಂತಹ ಶಕ್ತಿಗಳನ್ನು ಕಾನೂನುಬದ್ಧವಾಗಿ ನಿಗ್ರಹಿಸಬೇಕು' ಎಂದರು. [1229, 1767, 1499, 2266]
ani-watermark: ANI [1144, 1773, 1209, 1807]
dinesh-col3: ಕೊಲೆಯಾದ ಅಬ್ದುಲ್ ರಹೀಂ ಮತ್ತು ಅವರ 29 ವರ್ಷದ ಸಹೋದ್ಯೋಗಿ ಕಲಂದರ್ ಶಫಿ ಅವರೊಂದಿಗೆ ಮರಳು ಇಳಿಸುತ್ತಿದ್ದಾಗ, ದೊಣ್ಣೆ ಮತ್ತು ಮಾರಕಾಸ್ತ್ರಗಳಿಂದ ಬಂದ ಇಬ್ಬರು ಯುವಕರು ಅವರ ಮೇಲೆ ಮಾರಣಾಂತಿಕವಾಗಿ ಹಲ್ಲೆ ನಡೆಸಿದ್ದಾರೆ. ರಹೀಂ ಸ್ಥಳದಲ್ಲೇ ಸಾವನ್ನಪ್ಪಿದರೆ, ಶಫಿ ಚಿಕಿತ್ಸೆ ಪಡೆಯುತ್ತಿದ್ದಾರೆ. ಮೇ 1 ರಂದು ಕೋಮು ಸೂಕ್ಷ್ಮ ದಕ್ಷಿಣ ಕನ್ನಡ ಜಿಲ್ಲೆಯಲ್ಲಿ ನಡೆದ ಸುಹಾಸ್ ಶೆಟ್ಟಿ ಹತ್ಯೆಯ ನಂತರ, ರಹೀಂ ಹತ್ಯೆಯೂ ನಡೆದಿದೆ. ಮುಖ್ಯಮಂತ್ರಿಯನ್ನು ಸಾಕ್ಷಿಯಾಗಿಸಿಕೊಂಡು ಅಂತಹ ಶಕ್ತಿಗಳನ್ನು ನಿಗ್ರಹಿಸಲಾಗುವುದು, ಇದು ಕೇವಲ ಸಂಬಂಧಿಸಿದ ಪ್ರಕರಣ ಎಲ್ಲರೂ ಸೇರಿದ್ದಂತೆ ಅವರು ಹೇಳಿದರು. [951, 2164, 1216, 2391]
ravikumar-speech-photo-icon [16, 1401, 380, 1713]
author-photo [226, 994, 358, 1137]
tharoor-col2: 2018ರಲ್ಲಿ ಬರೆದಿರುವುದನ್ನು ನಾನು ಒಪ್ಪಿಕೊಳ್ಳುತ್ತೇನೆ ಎಂದು ಹೇಳಿದ್ದಾರೆ. 'ಇದರಲ್ಲಿ 2016ರ ಸರ್ಜಿಕಲ್ ಸ್ಟ್ರೈಕ್ ಕುರಿತು ಶಶಿ ತರೂರ್ ಬರೆದಿದ್ದು, ಮಿಲಿಟರಿ ಕಾರ್ಯಾಚರಣೆಯನ್ನು ರಾಜಕೀಯಗೊಳಿಸಿದ್ದರು ಮತ್ತು ಬಿಜೆಪಿ ವಿರುದ್ಧ ತೀವ್ರ ಟೀಕಾ ಪ್ರಹಾರ ನಡೆಸಿದ್ದಾರೆ. ಪಾಕಿಸ್ತಾನದೊಂದಿಗಿನ ಗಡಿ ನಿಯಂತ್ರಣ ರೇಖೆ ಮತ್ತು ಅಂತರಾಷ್ಟ್ರೀಯ ಗಡಿಯಲ್ಲಿ 2016ರಲ್ಲಿ ಭಾರತ ನಡೆಸಿದ ಸರ್ಜಿಕಲ್ ಸ್ಟ್ರೈಕ್ ಆಗಿದ್ದಾರೆ ಎಂದು ಆರೋಪಿಸಿದ್ದಾರೆ. [656, 1376, 883, 1582]
gita-body: ಹಗಲು ಆರಂಭವಾದಾಗ ವ್ಯಕ್ತ ಗೊಳ್ಳುವುದೆಲ್ಲವೂ ಅವ್ಯಕ್ತದಿಂದ ಹುಟ್ಟುತ್ತವೆ. ರಾತ್ರಿ ಆರಂಭವಾದಾಗ ಯಾವುದನ್ನು ಅವ್ಯಕ್ತವೆನ್ನಲಾಗುವುದೋ ಅದರಲ್ಲಿ ಲಯವಾಗಿ ಬಿಡುತ್ತದೆ. ಮನುಷ್ಯನ ಕಣ್ಣಿಗೆ ಕಾಣಿಸುವುದು ಭೂಮಿ ಎನ್ನಲಾಗುತ್ತದೆ. ಇದಾವುದು ಶಾಶ್ವತವಲ್ಲ. ನೀರ ಮೇಲಿನ ಗುಳ್ಳೆ ನಿಜವಲ್ಲ ಹಲವೇ ಎಂಬಂತೆ ನೀರಿನ ಗುಳ್ಳೆ ಕೆಲವು ಕ್ಷಣ ಇರುತ್ತದೆ. ಅದೇ ರೀತಿ ಕೆಲವು ದೀರ್ಘ ಕಾಲ ಕಾಣುತ್ತದೆ. ಮಳೆಗಾಲದ ಆರಂಭದ ದಿನಗಳಲ್ಲಿ ಮೋಡಗಳು ಸೃಷ್ಟಿಸುವ ಚಿತ್ತಾರ ನೋಡುತ್ತಲೆ ಇರಬೇಕೆನಿಸುತ್ತದೆ. ಸುಂದರವಾಗಿದ್ದರೂ ಕೆಲ ಕ್ಷಣಗಳಲ್ಲಿ ಬದಲಾಗಿ, ಇದನ್ನು ನೋಡಿ ಇತರರಿಗೆ ತೋರಿಸುವ ಆಸಕ್ತಿಯುಳ್ಳ ಮನುಷ್ಯ ಅದರ ವರ್ಣನೆ ಮಾಡುತ್ತಾನೆ. ಆಕಾಶದಲ್ಲಿ ಆನೆ, ಕುದುರೆ ಮುಂತಾದ ಆಕೃತಿಗಳು ಕಾಣಿಸುತ್ತವೆ. ಆದರೆ ಮುಹೂರ್ತಕ್ಕೆ ಒಳಗಾಗಿ ಬದಲಾಗುತ್ತವೆ. ಯಾವುದೇ ವಸ್ತು ವ್ಯಕ್ತವಾಗುವುದಕ್ಕೆ ಅಲ್ಲಿ ಮುಖ್ಯವಾಗಿ ಪಂಚಭೂತಗಳು ಬೇಕು. ಪಂಚಭೂತಗಳಲ್ಲದೆ ಯಾವ ವಸ್ತುವು ಅಸ್ತಿತ್ವ ಹೊಂದಲಾರದು. ಆಕಾಶದಲ್ಲಿ ಗಾಳಿ ಹಾಗೂ ನೀರು ಘನೀಕರಣವಾದ ಸ್ಥಿತಿ, ಬೆಂಕಿ ಮಣ್ಣಿನ ಸಹಾಯದಿಂದ ಉತ್ಪನ್ನವಾಗುತ್ತದೆ. ಅದು ಕಾಣುವುದಾದರೂ ಅವ್ಯಕ್ತಕ್ಕೆ ಹೋಗುತ್ತದೆ. ಅವ್ಯಕ್ತದಿಂದಲೆ ವ್ಯಕ್ತವಾಗುವುದು, ಹಗಲಿನ ಸೃಷ್ಟಿ, ರಾತ್ರಿಯ ಲಯ. ಕಣ್ಣು ಮುಚ್ಚಿದಾಗ ಹಾಗೂ ಕಣ್ಣು ತೆರೆದಾಗ ಆಗುವ ಅನುಭವವನ್ನು ಗಮನಿಸಿದರೆ ಸಾಕು ರಾತ್ರಿ ಹಗಲಿನ ಪೂರ್ಣ ದರ್ಶನವಾಗುತ್ತದೆ. ಕಣ್ಣು ಮುಚ್ಚಿದಾಗ ದೇಹವೂ ಈ ಬ್ರಹ್ಮಾಂಡದಲ್ಲಿ ವಿಕಾಸಗೊಳ್ಳುವ ಅನುಭವ ಬಂದರೆ, ಕಣ್ಣು ಬಿಟ್ಟಾಗ ಎಲ್ಲವೂ ಬೇರೆ ಬೇರೆ ಎನಿಸುವುದು ಸಹಜ. [33, 413, 356, 849]
mahira-khan-crowd-photo-icon [1139, 194, 1499, 490]
dks-col3: ಪರಮೇಶ್ವರ್ ಅವರು ಹೈಕಮಾಂಡ್ ಭೇಟಿ ಮಾಡಿದ್ದಾರೆ. ಇದೀಗ ಡಿಕೆ.ಶಿವಕುಮಾರ್ ಅವರು ಭೇಟಿ ಮಾಡಿದ್ದು, ಪ್ರಕರಣ ಸಂಬಂಧ ಮಾತುಕತೆ ನಡೆಸಿರುವ ಸಾಧ್ಯತೆಗಳಿವೆ ಎಂದು ಮೂಲಗಳು ತಿಳಿಸಿವೆ. ಇನ್ನು ಎಐಸಿಸಿ ನಾಲ್ಕು ಸ್ಥಾನಗಳು ಖಾಲಿ ತಿಂಗಳಿನಿಂದ ಖಾಲಿಯಾಗಿರುವುದರಿಂದ, ವೇಣುಗೋಪಾಲ್ ಮತ್ತು ಸುರ್ಜೇವಾಲಾ ಅವರು ಆಕಾಂಕ್ಷಿಗಳನ್ನು ಭೇಟಿಯಾಗಿ, ಮಾತುಕತೆ ನಡೆಸಿದ್ದಾರೆಂದು ಕಾಂಗ್ರೆಸ್ ನಾಯಕರೊಬ್ಬರು ತಿಳಿಸಿದ್ದಾರೆ. ಸೂಕ್ಷ್ಮ ಸಮುದಾಯದಲ್ಲಿ ನಿರ್ಧಾರ ತೆಗೆದುಕೊಳ್ಳುತ್ತೇವೆ ಎಂದು ಹೈಕಮಾಂಡ್ ಭರವಸೆ ನೀಡಿದೆ. ಪಕ್ಷದ ಸದಸ್ಯರಲ್ಲದ ಮಾಜಿ ನಾಮನಿರ್ದೇಶಿತರ ಹೆಸರುಗಳನ್ನು ಪಕ್ಷದ ಮುಖಂಡರು ವಿರೋಧಿಸುತ್ತಿದ್ದಾರೆ. ಮುಖ್ಯಮಂತ್ರಿಗಳು ತಮ್ಮ ಆಯ್ಕೆಯಲ್ಲಿ ನಿಲುವನ್ನು ತೆಗೆದುಕೊಳ್ಳುತ್ತಿರುವುದರಿಂದ ಘೋಷಣೆ ವಿಳಂಬವಾಗುತ್ತಿದೆ ಎಂದು ತಿಳಿದುಬಂದಿದೆ. [903, 526, 1123, 878]
tharoor-story [388, 981, 1125, 1617]
